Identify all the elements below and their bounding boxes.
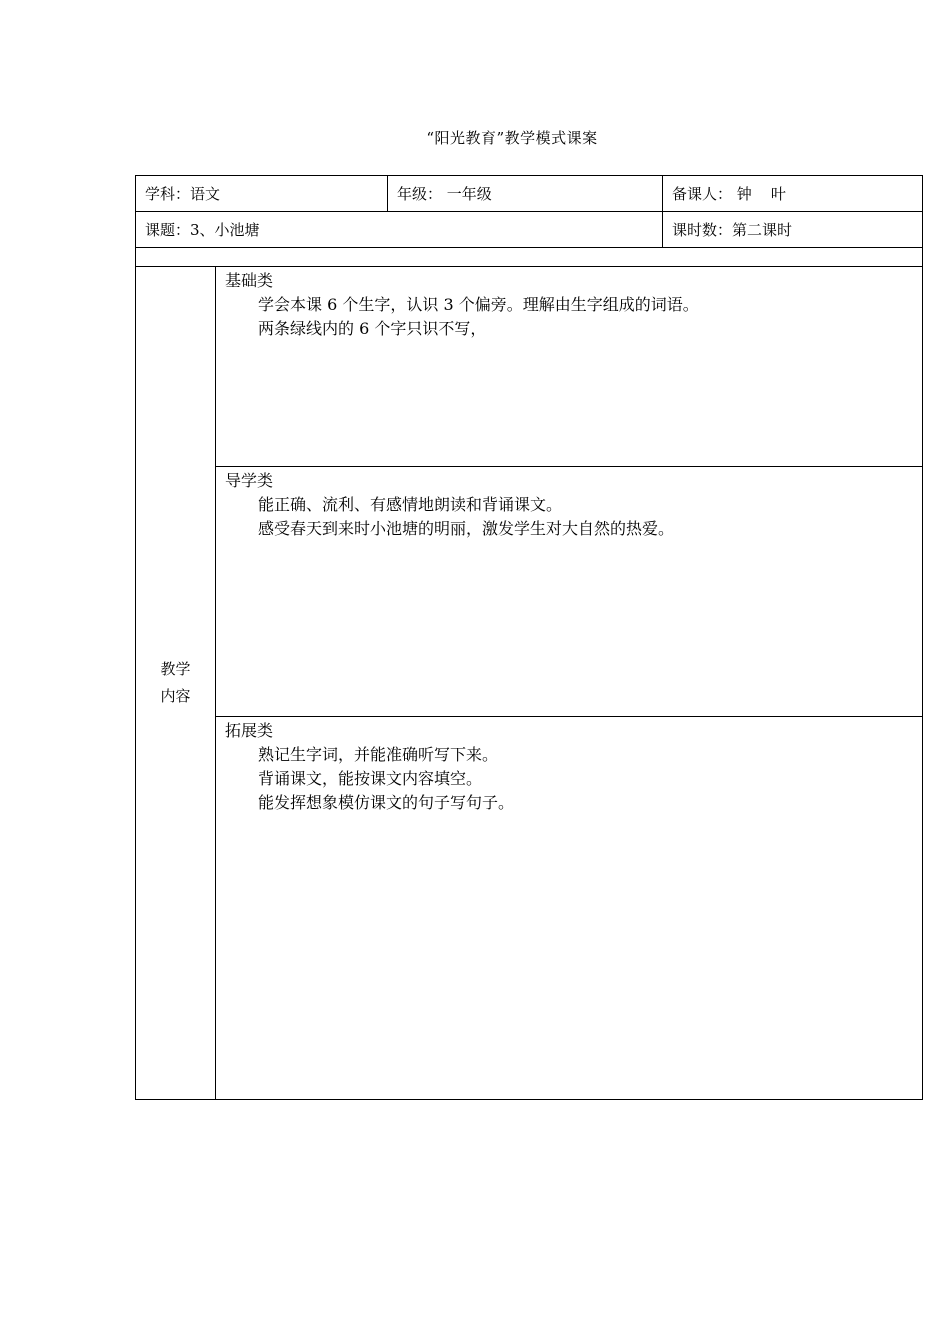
section-heading: 基础类 xyxy=(225,271,274,290)
topic-label: 课题：3、小池塘 xyxy=(145,221,260,239)
section-item: 能正确、流利、有感情地朗读和背诵课文。 xyxy=(258,495,563,514)
section-item: 两条绿线内的 6 个字只识不写， xyxy=(258,319,487,338)
subject-cell xyxy=(136,176,388,212)
section-heading: 导学类 xyxy=(225,471,274,490)
blank-cell xyxy=(136,248,923,267)
teaching-content-label xyxy=(136,267,216,1100)
document-title: “阳光教育”教学模式课案 xyxy=(426,129,598,147)
header-row xyxy=(136,176,923,212)
topic-row xyxy=(136,212,923,248)
section-item: 能发挥想象模仿课文的句子写句子。 xyxy=(258,793,515,812)
lesson-plan-table xyxy=(135,175,923,1100)
section-item: 感受春天到来时小池塘的明丽，激发学生对大自然的热爱。 xyxy=(258,519,675,538)
content-cell xyxy=(216,267,923,1100)
section-item: 学会本课 6 个生字，认识 3 个偏旁。理解由生字组成的词语。 xyxy=(258,295,699,314)
section-item: 熟记生字词，并能准确听写下来。 xyxy=(258,745,499,764)
preparer-cell xyxy=(663,176,923,212)
side-label-line1: 教学 xyxy=(160,660,191,678)
period-cell xyxy=(663,212,923,248)
period-label: 课时数：第二课时 xyxy=(672,221,793,239)
section-heading: 拓展类 xyxy=(225,721,274,740)
preparer-label: 备课人： 钟 叶 xyxy=(672,185,786,203)
side-label-line2: 内容 xyxy=(160,687,191,705)
section-basic xyxy=(216,267,922,466)
content-row xyxy=(136,267,923,1100)
section-guided xyxy=(216,466,922,716)
section-extension xyxy=(216,716,922,1099)
topic-cell xyxy=(136,212,663,248)
blank-row xyxy=(136,248,923,267)
grade-cell xyxy=(388,176,663,212)
section-item: 背诵课文，能按课文内容填空。 xyxy=(258,769,483,788)
grade-label: 年级： 一年级 xyxy=(397,185,492,203)
subject-label: 学科：语文 xyxy=(145,185,221,203)
